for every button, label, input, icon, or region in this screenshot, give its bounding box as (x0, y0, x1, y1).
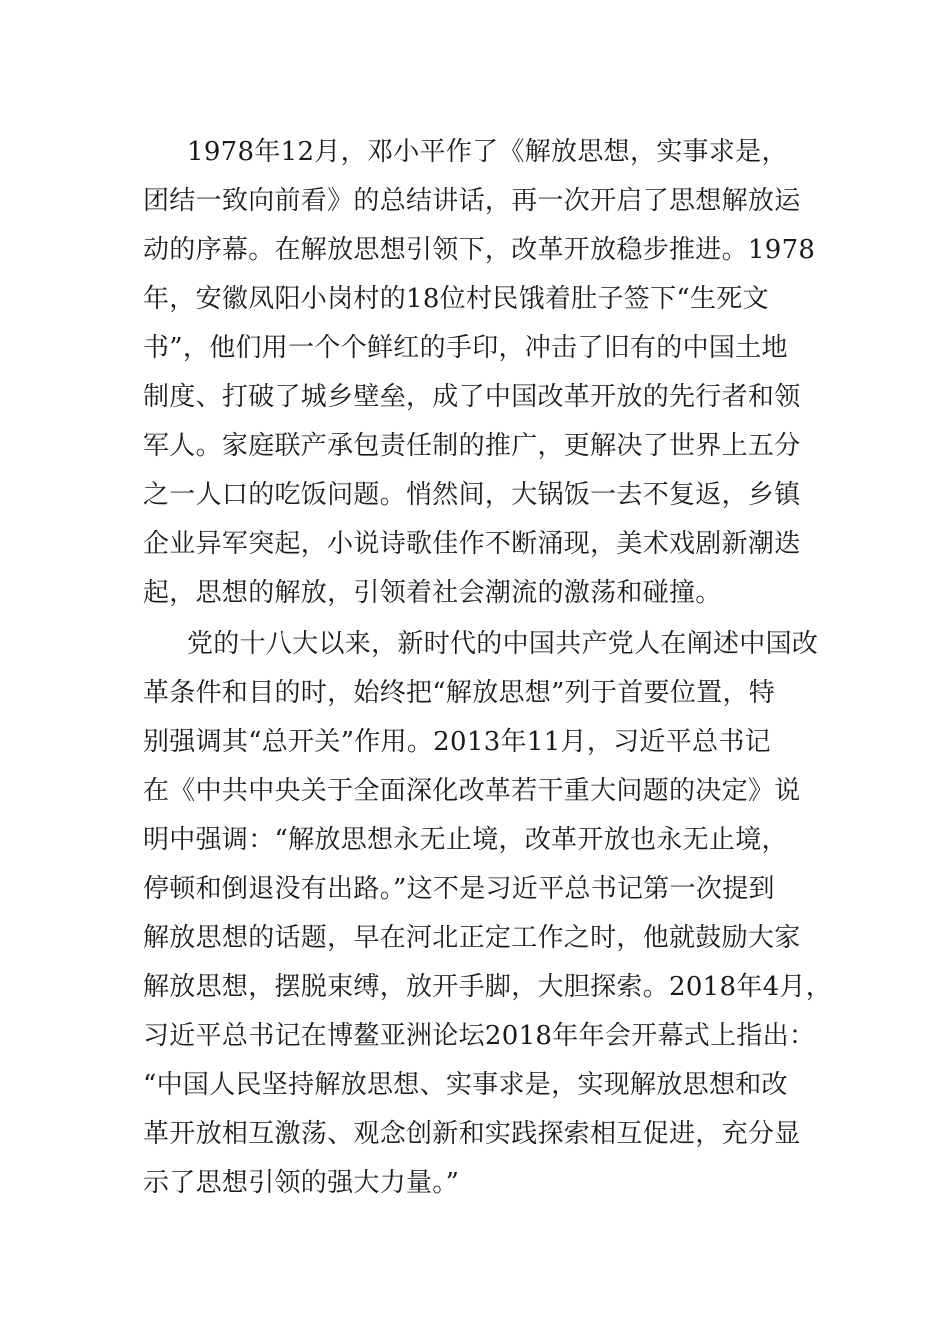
paragraph-2-line-3: 别强调其“总开关”作用。2013年11月，习近平总书记 (143, 727, 771, 757)
paragraph-2-line-9: 习近平总书记在博鳌亚洲论坛2018年年会开幕式上指出： (143, 1021, 816, 1051)
paragraph-2-line-7: 解放思想的话题，早在河北正定工作之时，他就鼓励大家 (143, 923, 801, 953)
paragraph-1-line-2: 团结一致向前看》的总结讲话，再一次开启了思想解放运 (143, 186, 801, 216)
paragraph-2-line-11: 革开放相互激荡、观念创新和实践探索相互促进，充分显 (143, 1119, 801, 1149)
paragraph-2-line-6: 停顿和倒退没有出路。”这不是习近平总书记第一次提到 (143, 874, 775, 904)
paragraph-2-line-4: 在《中共中央关于全面深化改革若干重大问题的决定》说 (143, 776, 801, 806)
paragraph-1-line-6: 制度、打破了城乡壁垒，成了中国改革开放的先行者和领 (143, 382, 801, 412)
paragraph-1-line-10: 起，思想的解放，引领着社会潮流的激荡和碰撞。 (143, 578, 722, 608)
paragraph-2-line-10: “中国人民坚持解放思想、实事求是，实现解放思想和改 (143, 1070, 788, 1100)
paragraph-1-line-4: 年，安徽凤阳小岗村的18位村民饿着肚子签下“生死文 (143, 284, 769, 314)
paragraph-1-line-8: 之一人口的吃饭问题。悄然间，大锅饭一去不复返，乡镇 (143, 480, 801, 510)
paragraph-2-line-1: 党的十八大以来，新时代的中国共产党人在阐述中国改 (187, 629, 819, 659)
paragraph-1-line-9: 企业异军突起，小说诗歌佳作不断涌现，美术戏剧新潮迭 (143, 529, 801, 559)
paragraph-2-line-2: 革条件和目的时，始终把“解放思想”列于首要位置，特 (143, 678, 776, 708)
paragraph-2-line-8: 解放思想，摆脱束缚，放开手脚，大胆探索。2018年4月， (143, 972, 833, 1002)
paragraph-2-line-12: 示了思想引领的强大力量。” (143, 1168, 460, 1198)
paragraph-1-line-7: 军人。家庭联产承包责任制的推广，更解决了世界上五分 (143, 431, 801, 461)
paragraph-1-line-1: 1978年12月，邓小平作了《解放思想，实事求是， (187, 137, 788, 167)
paragraph-1-line-3: 动的序幕。在解放思想引领下，改革开放稳步推进。1978 (143, 235, 816, 265)
paragraph-2-line-5: 明中强调：“解放思想永无止境，改革开放也永无止境， (143, 825, 788, 855)
paragraph-1-line-5: 书”，他们用一个个鲜红的手印，冲击了旧有的中国土地 (143, 333, 788, 363)
